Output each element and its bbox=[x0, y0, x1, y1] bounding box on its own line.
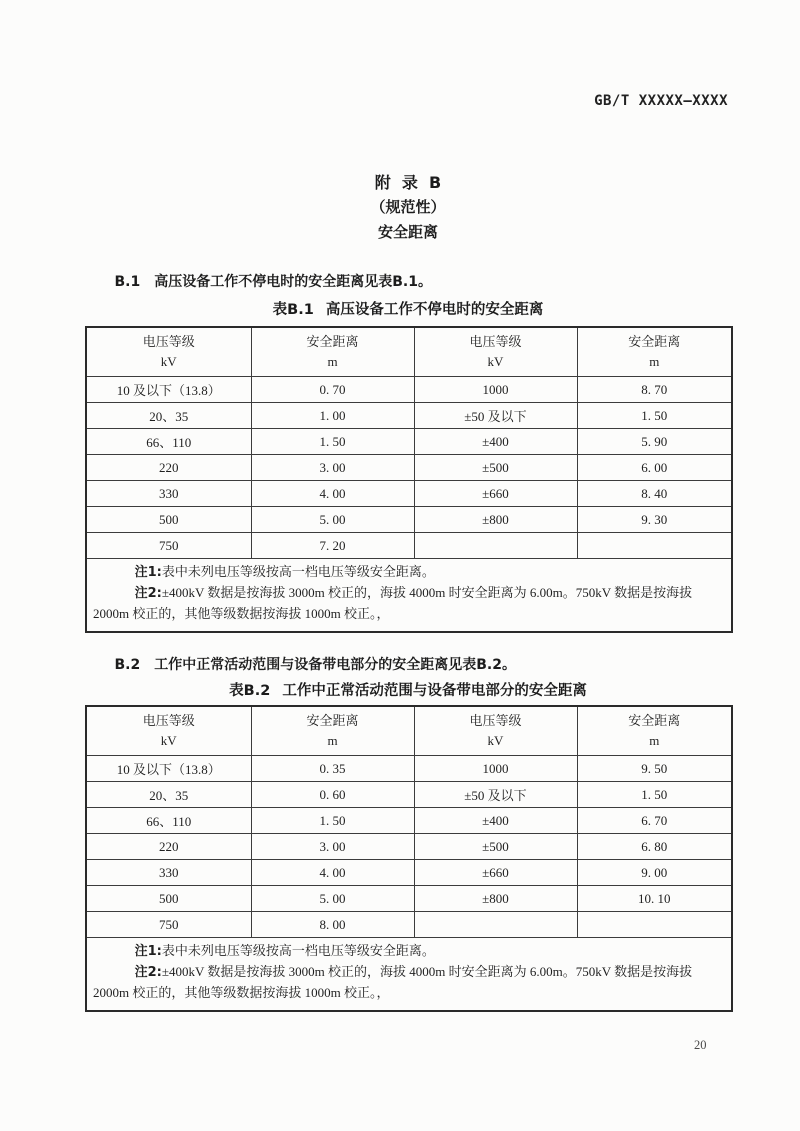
table-cell: 8. 40 bbox=[577, 481, 732, 507]
table-b1-caption bbox=[85, 298, 731, 319]
table-cell: 1. 50 bbox=[577, 403, 732, 429]
table-cell: 5. 00 bbox=[251, 507, 414, 533]
table-row bbox=[86, 403, 732, 429]
table-cell: 6. 80 bbox=[577, 834, 732, 860]
table-cell bbox=[577, 912, 732, 938]
table-cell: ±400 bbox=[414, 808, 577, 834]
table-cell: 10 及以下（13.8） bbox=[86, 756, 251, 782]
table-row bbox=[86, 481, 732, 507]
header-unit: kV bbox=[160, 354, 177, 369]
table-cell: ±500 bbox=[414, 834, 577, 860]
note-label: 注2: bbox=[134, 586, 162, 601]
table-b2-caption-label: 表B.2 bbox=[229, 683, 271, 699]
table-header-cell bbox=[577, 327, 732, 377]
table-cell: 20、35 bbox=[86, 782, 251, 808]
table-row bbox=[86, 808, 732, 834]
appendix-title-block bbox=[85, 170, 731, 245]
table-cell: 1. 00 bbox=[251, 403, 414, 429]
header-line: 电压等级 bbox=[469, 713, 522, 728]
table-cell: 4. 00 bbox=[251, 860, 414, 886]
page-number: 20 bbox=[694, 1038, 707, 1052]
table-notes-row bbox=[86, 559, 732, 633]
table-header-cell bbox=[414, 327, 577, 377]
header-line: 电压等级 bbox=[142, 713, 195, 728]
table-b1-caption-label: 表B.1 bbox=[272, 302, 314, 318]
table-cell: 220 bbox=[86, 455, 251, 481]
table-cell: 9. 30 bbox=[577, 507, 732, 533]
header-unit: kV bbox=[487, 733, 504, 748]
table-cell: 20、35 bbox=[86, 403, 251, 429]
table-cell: 10. 10 bbox=[577, 886, 732, 912]
note-label: 注1: bbox=[134, 565, 162, 580]
table-row bbox=[86, 455, 732, 481]
table-header-cell bbox=[577, 706, 732, 756]
table-cell: 500 bbox=[86, 507, 251, 533]
table-cell: 6. 00 bbox=[577, 455, 732, 481]
table-cell: 9. 50 bbox=[577, 756, 732, 782]
table-cell: ±660 bbox=[414, 860, 577, 886]
note-text: ±400kV 数据是按海拔 3000m 校正的，海拔 4000m 时安全距离为 6.00m。750kV 数据是按海拔 2000m 校正的，其他等级数据按海拔 1000m 校正。， bbox=[93, 964, 696, 1000]
table-row bbox=[86, 429, 732, 455]
note-label: 注1: bbox=[134, 944, 162, 959]
header-unit: m bbox=[327, 733, 338, 748]
header-line: 安全距离 bbox=[628, 334, 681, 349]
table-cell: 3. 00 bbox=[251, 834, 414, 860]
table-cell: 8. 00 bbox=[251, 912, 414, 938]
table-row bbox=[86, 860, 732, 886]
table-cell: ±50 及以下 bbox=[414, 403, 577, 429]
header-line: 电压等级 bbox=[142, 334, 195, 349]
table-cell: 1. 50 bbox=[251, 429, 414, 455]
table-note-1 bbox=[93, 562, 725, 583]
note-text: ±400kV 数据是按海拔 3000m 校正的，海拔 4000m 时安全距离为 6.00m。750kV 数据是按海拔 2000m 校正的，其他等级数据按海拔 1000m 校正。， bbox=[93, 585, 696, 621]
header-unit: m bbox=[649, 733, 660, 748]
table-notes-cell bbox=[86, 559, 732, 633]
appendix-subtitle-safety-distance: 安全距离 bbox=[377, 223, 438, 241]
table-cell: 66、110 bbox=[86, 808, 251, 834]
table-cell: 4. 00 bbox=[251, 481, 414, 507]
note-label: 注2: bbox=[134, 965, 162, 980]
table-cell bbox=[414, 912, 577, 938]
table-cell: 6. 70 bbox=[577, 808, 732, 834]
table-cell: ±500 bbox=[414, 455, 577, 481]
table-cell: 1000 bbox=[414, 756, 577, 782]
table-cell bbox=[577, 533, 732, 559]
table-header-cell bbox=[251, 706, 414, 756]
header-line: 电压等级 bbox=[469, 334, 522, 349]
table-cell bbox=[414, 533, 577, 559]
table-b1 bbox=[85, 326, 733, 633]
table-cell: 500 bbox=[86, 886, 251, 912]
table-cell: 0. 35 bbox=[251, 756, 414, 782]
header-unit: kV bbox=[487, 354, 504, 369]
note-text: 表中未列电压等级按高一档电压等级安全距离。 bbox=[161, 564, 435, 579]
section-b2-text: 工作中正常活动范围与设备带电部分的安全距离见表B.2。 bbox=[154, 657, 516, 673]
table-header-cell bbox=[251, 327, 414, 377]
table-cell: 7. 20 bbox=[251, 533, 414, 559]
table-cell: 1. 50 bbox=[251, 808, 414, 834]
table-cell: 66、110 bbox=[86, 429, 251, 455]
doc-code: GB/T XXXXX—XXXX bbox=[594, 93, 728, 109]
table-row bbox=[86, 912, 732, 938]
appendix-subtitle-normative: （规范性） bbox=[370, 198, 446, 216]
table-cell: 750 bbox=[86, 912, 251, 938]
header-unit: m bbox=[649, 354, 660, 369]
appendix-title: 附 录 B bbox=[374, 173, 442, 192]
table-b2-caption bbox=[85, 679, 731, 700]
table-note-2 bbox=[93, 962, 725, 1003]
header-line: 安全距离 bbox=[628, 713, 681, 728]
table-b1-caption-title: 高压设备工作不停电时的安全距离 bbox=[325, 302, 544, 318]
table-cell: ±800 bbox=[414, 886, 577, 912]
table-header-row bbox=[86, 327, 732, 377]
table-cell: 8. 70 bbox=[577, 377, 732, 403]
table-row bbox=[86, 507, 732, 533]
table-cell: 9. 00 bbox=[577, 860, 732, 886]
header-line: 安全距离 bbox=[306, 334, 359, 349]
table-row bbox=[86, 886, 732, 912]
header-line: 安全距离 bbox=[306, 713, 359, 728]
table-header-cell bbox=[86, 706, 251, 756]
table-row bbox=[86, 834, 732, 860]
table-cell: 10 及以下（13.8） bbox=[86, 377, 251, 403]
section-b1-number: B.1 bbox=[114, 274, 141, 290]
section-b2-number: B.2 bbox=[114, 657, 141, 673]
header-unit: kV bbox=[160, 733, 177, 748]
table-header-row bbox=[86, 706, 732, 756]
note-text: 表中未列电压等级按高一档电压等级安全距离。 bbox=[161, 943, 435, 958]
table-notes-row bbox=[86, 938, 732, 1012]
table-cell: ±800 bbox=[414, 507, 577, 533]
table-b2-caption-title: 工作中正常活动范围与设备带电部分的安全距离 bbox=[282, 683, 587, 699]
table-cell: 1000 bbox=[414, 377, 577, 403]
table-cell: 5. 90 bbox=[577, 429, 732, 455]
table-note-2 bbox=[93, 583, 725, 624]
table-note-1 bbox=[93, 941, 725, 962]
table-row bbox=[86, 782, 732, 808]
table-cell: 0. 70 bbox=[251, 377, 414, 403]
table-cell: 330 bbox=[86, 481, 251, 507]
table-b2 bbox=[85, 705, 733, 1012]
table-row bbox=[86, 533, 732, 559]
table-cell: 1. 50 bbox=[577, 782, 732, 808]
section-b1-text: 高压设备工作不停电时的安全距离见表B.1。 bbox=[154, 274, 432, 290]
table-header-cell bbox=[414, 706, 577, 756]
table-cell: 220 bbox=[86, 834, 251, 860]
table-cell: 330 bbox=[86, 860, 251, 886]
table-row bbox=[86, 377, 732, 403]
table-cell: ±660 bbox=[414, 481, 577, 507]
table-cell: 0. 60 bbox=[251, 782, 414, 808]
table-cell: 5. 00 bbox=[251, 886, 414, 912]
table-cell: ±400 bbox=[414, 429, 577, 455]
table-cell: 3. 00 bbox=[251, 455, 414, 481]
table-notes-cell bbox=[86, 938, 732, 1012]
table-cell: 750 bbox=[86, 533, 251, 559]
table-header-cell bbox=[86, 327, 251, 377]
header-unit: m bbox=[327, 354, 338, 369]
table-row bbox=[86, 756, 732, 782]
table-cell: ±50 及以下 bbox=[414, 782, 577, 808]
